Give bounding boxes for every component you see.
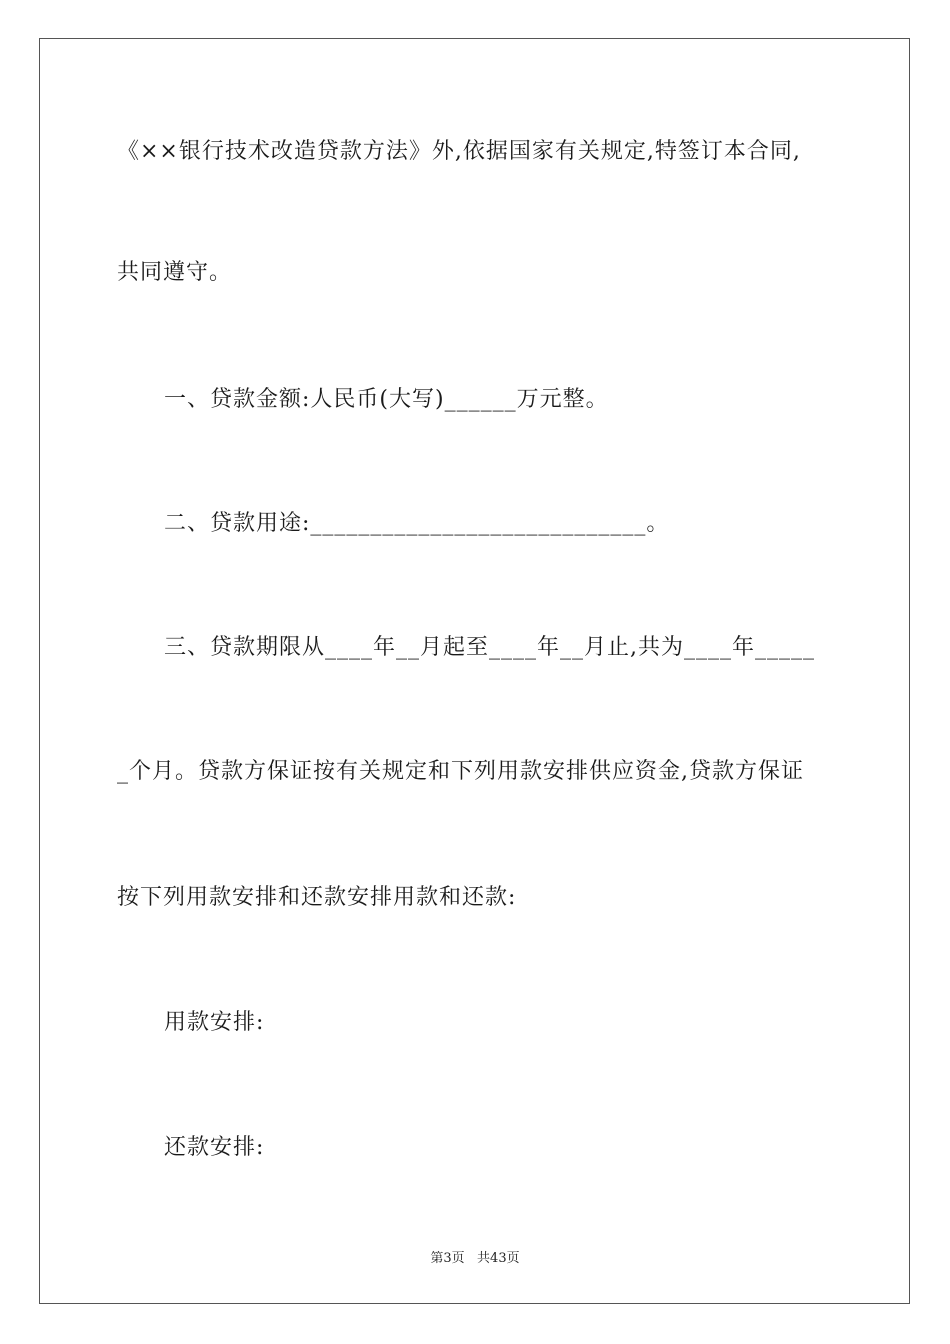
page-border bbox=[39, 38, 910, 1304]
clause-loan-term-continued: _个月。贷款方保证按有关规定和下列用款安排供应资金,贷款方保证 bbox=[117, 759, 804, 784]
contract-text-line-2: 共同遵守。 bbox=[117, 260, 233, 285]
clause-loan-term-continued-2: 按下列用款安排和还款安排用款和还款: bbox=[117, 885, 517, 910]
clause-loan-amount: 一、贷款金额:人民币(大写)______万元整。 bbox=[164, 387, 609, 412]
contract-text-line-1: 《××银行技术改造贷款方法》外,依据国家有关规定,特签订本合同, bbox=[117, 139, 801, 164]
usage-schedule-heading: 用款安排: bbox=[164, 1010, 265, 1035]
repayment-schedule-heading: 还款安排: bbox=[164, 1135, 265, 1160]
clause-loan-purpose: 二、贷款用途:____________________________。 bbox=[164, 511, 670, 536]
page-number-footer: 第3页 共43页 bbox=[430, 1251, 520, 1266]
clause-loan-term: 三、贷款期限从____年__月起至____年__月止,共为____年_____ bbox=[164, 635, 815, 660]
